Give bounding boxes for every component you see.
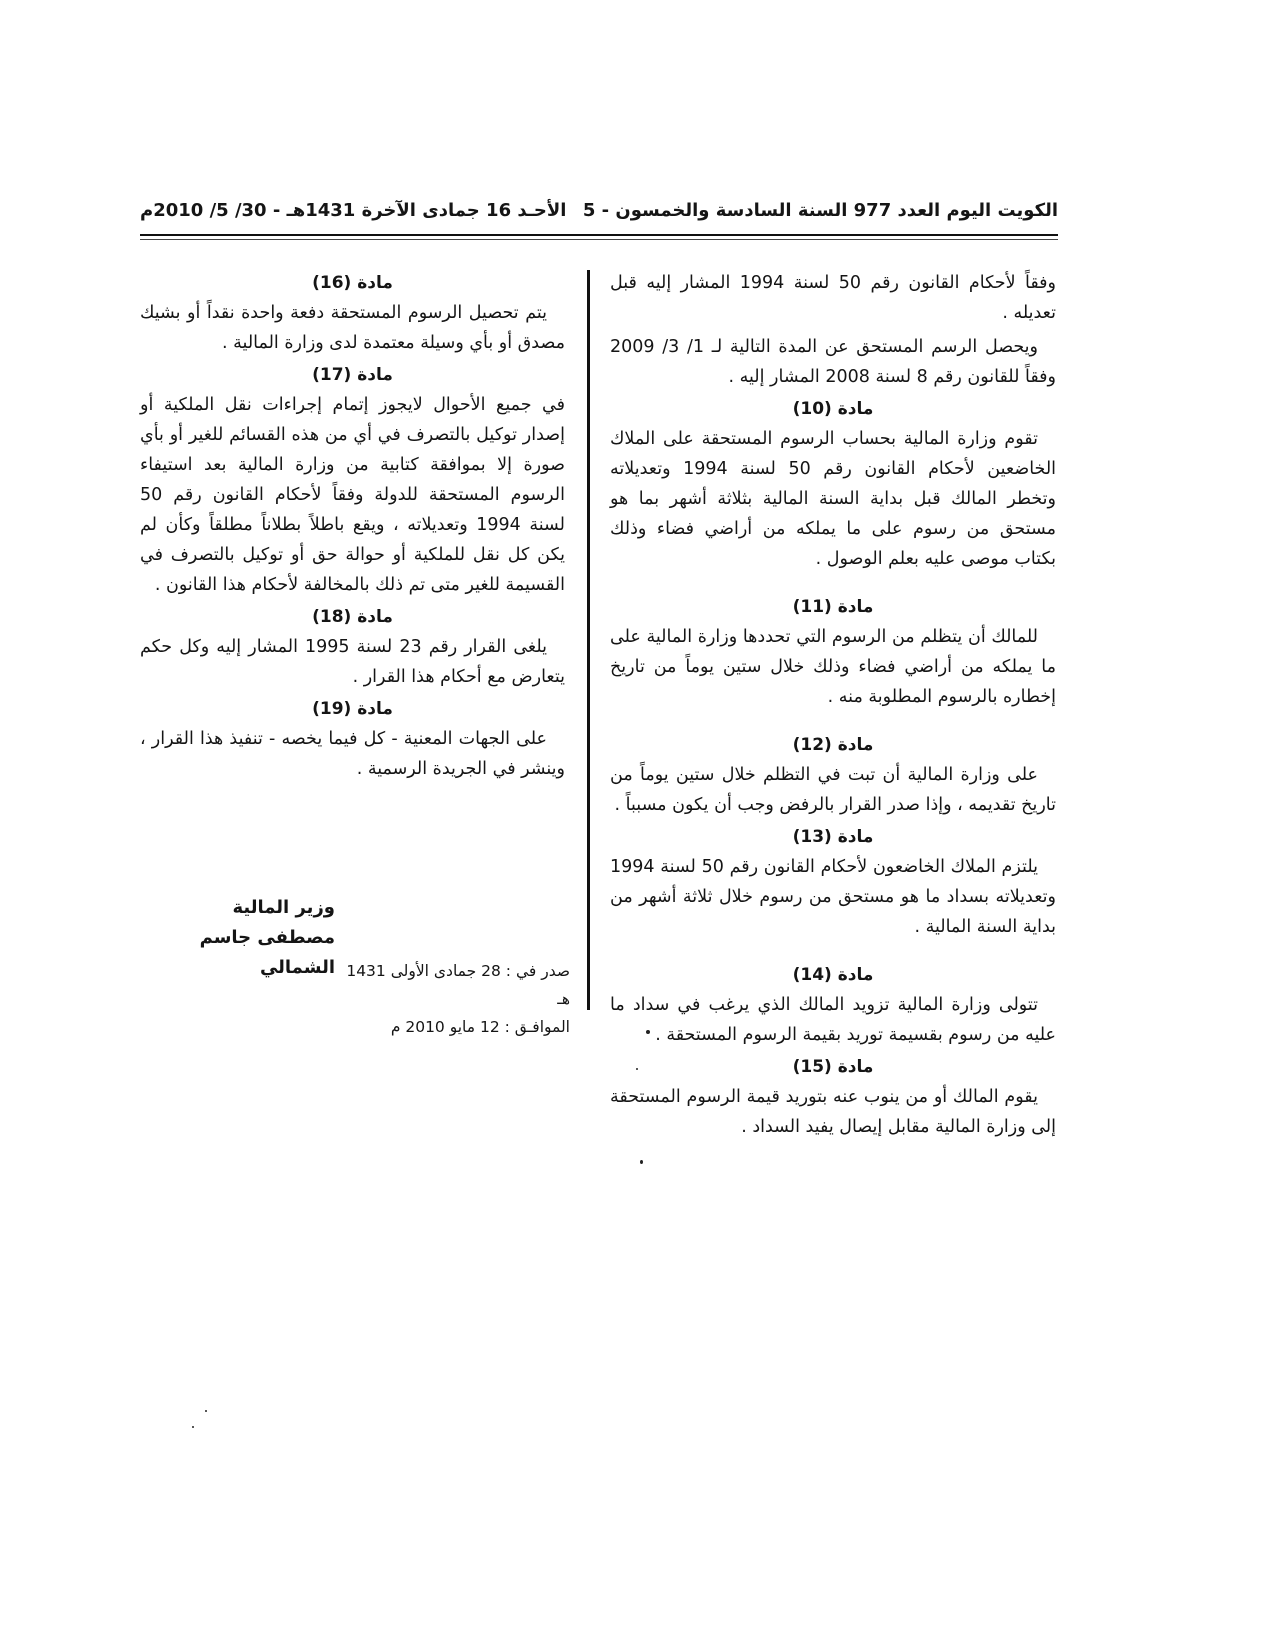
article-10-title: مادة (10) <box>792 399 874 419</box>
signature-block <box>170 893 335 983</box>
article-18-text: يلغى القرار رقم 23 لسنة 1995 المشار إليه وكل حكم يتعارض مع أحكام هذا القرار . <box>140 637 565 687</box>
article-15-title: مادة (15) <box>792 1057 874 1077</box>
article-14-text: تتولى وزارة المالية تزويد المالك الذي يرغب في سداد ما عليه من رسوم بقسيمة توريد بقيمة الرسوم المستحقة . <box>610 995 1056 1045</box>
scan-speck <box>636 1068 638 1070</box>
article-13-text: يلتزم الملاك الخاضعون لأحكام القانون رقم 50 لسنة 1994 وتعديلاته بسداد ما هو مستحق من رسوم خلال ثلاثة أشهر من بداية السنة المالية . <box>610 857 1056 937</box>
signatory-title: وزير المالية <box>232 897 335 918</box>
article-11-title: مادة (11) <box>792 597 874 617</box>
scan-speck <box>192 1426 194 1428</box>
article-10-text: تقوم وزارة المالية بحساب الرسوم المستحقة على الملاك الخاضعين لأحكام القانون رقم 50 لسنة 1994 وتعديلاته وتخطر المالك قبل بداية السنة المالية بثلاثة أشهر بما هو مستحق من رسوم على ما يملكه من أراضي فضاء وذلك بكتاب موصى عليه بعلم الوصول . <box>610 429 1057 569</box>
issued-hijri-date: صدر في : 28 جمادى الأولى 1431 هـ <box>346 962 570 1008</box>
signatory-name: مصطفى جاسم الشمالي <box>199 927 335 978</box>
issued-gregorian-date: الموافـق : 12 مايو 2010 م <box>390 1018 570 1036</box>
article-12-title: مادة (12) <box>792 735 874 755</box>
left-column <box>140 268 565 788</box>
article-19-text: على الجهات المعنية - كل فيما يخصه - تنفيذ هذا القرار ، وينشر في الجريدة الرسمية . <box>140 729 565 779</box>
header-issue-info: الكويت اليوم العدد 977 السنة السادسة والخمسون - 5 <box>582 200 1058 221</box>
article-17-title: مادة (17) <box>312 365 393 385</box>
scan-speck <box>646 1030 650 1034</box>
paragraph-continued: وفقاً لأحكام القانون رقم 50 لسنة 1994 المشار إليه قبل تعديله . <box>610 273 1056 323</box>
article-13-title: مادة (13) <box>792 827 874 847</box>
scan-speck <box>640 1160 643 1164</box>
article-19-title: مادة (19) <box>312 699 393 719</box>
article-11-text: للمالك أن يتظلم من الرسوم التي تحددها وزارة المالية على ما يملكه من أراضي فضاء وذلك خلال ستين يوماً من تاريخ إخطاره بالرسوم المطلوبة منه . <box>610 627 1056 707</box>
header-date: الأحـد 16 جمادى الآخرة 1431هـ - 30/ 5/ 2010م <box>140 200 567 221</box>
article-18-title: مادة (18) <box>312 607 393 627</box>
article-15-text: يقوم المالك أو من ينوب عنه بتوريد قيمة الرسوم المستحقة إلى وزارة المالية مقابل إيصال يفيد السداد . <box>610 1087 1056 1137</box>
article-17-text: في جميع الأحوال لايجوز إتمام إجراءات نقل الملكية أو إصدار توكيل بالتصرف في أي من هذه القسائم للغير أو بأي صورة إلا بموافقة كتابية من وزارة المالية بعد استيفاء الرسوم المستحقة للدولة وفقاً لأحكام القانون رقم 50 لسنة 1994 وتعديلاته ، ويقع باطلاً بطلاناً مطلقاً وكأن لم يكن كل نقل للملكية أو حوالة حق أو توكيل بالتصرف في القسيمة للغير متى تم ذلك بالمخالفة لأحكام هذا القانون . <box>140 395 566 595</box>
column-divider <box>587 270 590 1010</box>
article-14-title: مادة (14) <box>792 965 874 985</box>
article-16-text: يتم تحصيل الرسوم المستحقة دفعة واحدة نقداً أو بشيك مصدق أو بأي وسيلة معتمدة لدى وزارة المالية . <box>140 303 565 353</box>
header-rule <box>140 234 1058 236</box>
issue-date-block <box>345 957 570 1041</box>
paragraph-fee-period: ويحصل الرسم المستحق عن المدة التالية لـ 1/ 3/ 2009 وفقاً للقانون رقم 8 لسنة 2008 المشار إليه . <box>610 337 1056 387</box>
article-16-title: مادة (16) <box>312 273 393 293</box>
header-rule-thin <box>140 239 1058 240</box>
right-column <box>610 268 1056 1146</box>
scan-speck <box>205 1410 207 1412</box>
article-12-text: على وزارة المالية أن تبت في التظلم خلال ستين يوماً من تاريخ تقديمه ، وإذا صدر القرار بالرفض وجب أن يكون مسبباً . <box>610 765 1056 815</box>
page-header <box>140 198 1058 238</box>
